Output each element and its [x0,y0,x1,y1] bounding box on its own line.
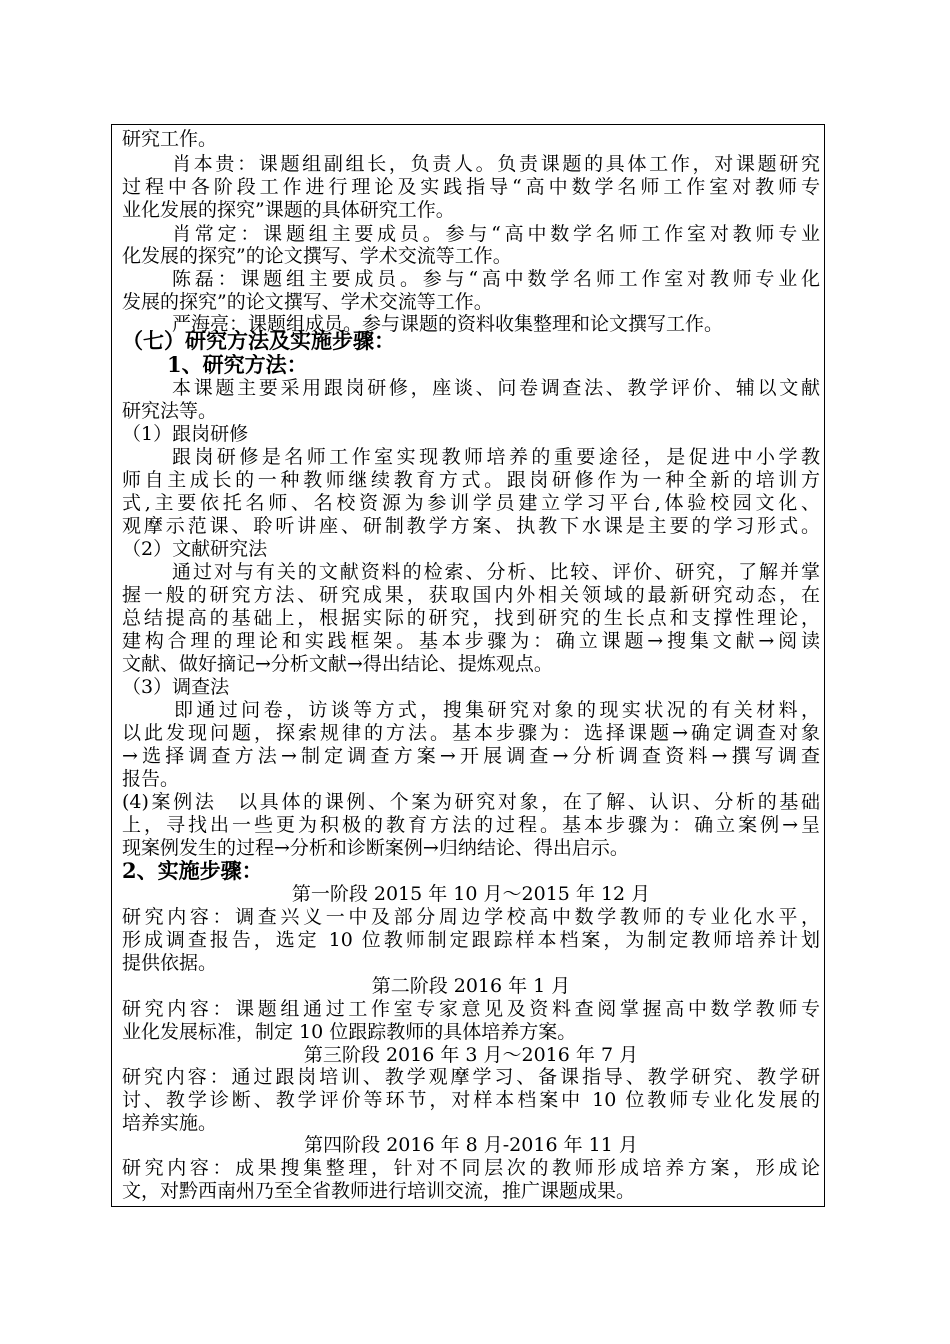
subsection-heading: 2、实施步骤： [122,860,263,882]
text-line: 以此发现问题，探索规律的方法。基本步骤为：选择课题→确定调查对象 [122,722,820,744]
text-line: 研究内容：课题组通过工作室专家意见及资料查阅掌握高中数学教师专 [122,998,820,1020]
text-line: 本课题主要采用跟岗研修，座谈、问卷调查法、教学评价、辅以文献 [172,377,820,399]
text-line: 报告。 [122,768,180,790]
text-line: 观摩示范课、聆听讲座、研制教学方案、执教下水课是主要的学习形式。 [122,515,820,537]
text-line: 文献、做好摘记→分析文献→得出结论、提炼观点。 [122,653,553,675]
method-heading: （3）调查法 [122,676,230,698]
text-line: 业化发展标准，制定 10 位跟踪教师的具体培养方案。 [122,1021,577,1043]
text-line: 研究内容：调查兴义一中及部分周边学校高中数学教师的专业化水平， [122,906,820,928]
text-line: 研究内容：成果搜集整理，针对不同层次的教师形成培养方案，形成论 [122,1157,820,1179]
text-line: 过程中各阶段工作进行理论及实践指导“高中数学名师工作室对教师专 [122,176,820,198]
text-line: 上，寻找出一些更为积极的教育方法的过程。基本步骤为：确立案例→呈 [122,814,820,836]
text-line: 式,主要依托名师、名校资源为参训学员建立学习平台,体验校园文化、 [122,492,820,514]
text-line: 业化发展的探究”课题的具体研究工作。 [122,199,455,221]
stage-heading: 第二阶段 2016 年 1 月 [371,975,571,997]
stage-heading: 第三阶段 2016 年 3 月～2016 年 7 月 [303,1044,639,1066]
text-line: 握一般的研究方法、研究成果，获取国内外相关领域的最新研究动态，在 [122,584,820,606]
text-line: 陈磊：课题组主要成员。参与“高中数学名师工作室对教师专业化 [172,268,820,290]
text-line: 肖常定：课题组主要成员。参与“高中数学名师工作室对教师专业 [172,223,820,245]
text-line: 严海亮：课题组成员。参与课题的资料收集整理和论文撰写工作。 [172,313,724,335]
method-heading: （2）文献研究法 [122,538,268,560]
text-line: 讨、教学诊断、教学评价等环节，对样本档案中 10 位教师专业化发展的 [122,1089,820,1111]
text-line: 研究内容：通过跟岗培训、教学观摩学习、备课指导、教学研究、教学研 [122,1066,820,1088]
text-line: 现案例发生的过程→分析和诊断案例→归纳结论、得出启示。 [122,837,629,859]
subsection-heading: 1、研究方法： [167,354,308,376]
text-line-last: 文，对黔西南州乃至全省教师进行培训交流，推广课题成果。 [122,1180,636,1202]
method-heading: （1）跟岗研修 [122,423,249,445]
text-line: 发展的探究”的论文撰写、学术交流等工作。 [122,291,493,313]
text-line: (4)案例法 以具体的课例、个案为研究对象，在了解、认识、分析的基础 [122,791,820,813]
text-line: 研究法等。 [122,400,218,422]
text-line: 师自主成长的一种教师继续教育方式。跟岗研修作为一种全新的培训方 [122,469,820,491]
text-line: 肖本贵：课题组副组长，负责人。负责课题的具体工作，对课题研究 [172,153,820,175]
section-heading: （七）研究方法及实施步骤： [122,330,395,352]
stage-heading: 第一阶段 2015 年 10 月～2015 年 12 月 [291,883,651,905]
text-line: 跟岗研修是名师工作室实现教师培养的重要途径，是促进中小学教 [172,446,820,468]
text-line: 通过对与有关的文献资料的检索、分析、比较、评价、研究，了解并掌 [172,561,820,583]
text-line: →选择调查方法→制定调查方案→开展调查→分析调查资料→撰写调查 [122,745,820,767]
text-line: 形成调查报告，选定 10 位教师制定跟踪样本档案，为制定教师培养计划 [122,929,820,951]
text-line: 即通过问卷，访谈等方式，搜集研究对象的现实状况的有关材料， [174,699,820,721]
text-line: 建构合理的理论和实践框架。基本步骤为：确立课题→搜集文献→阅读 [122,630,820,652]
text-line: 总结提高的基础上，根据实际的研究，找到研究的生长点和支撑性理论， [122,607,820,629]
text-line: 研究工作。 [122,128,218,150]
text-line: 培养实施。 [122,1112,218,1134]
text-line: 提供依据。 [122,952,218,974]
text-line: 化发展的探究”的论文撰写、学术交流等工作。 [122,245,512,267]
stage-heading: 第四阶段 2016 年 8 月-2016 年 11 月 [304,1134,638,1156]
